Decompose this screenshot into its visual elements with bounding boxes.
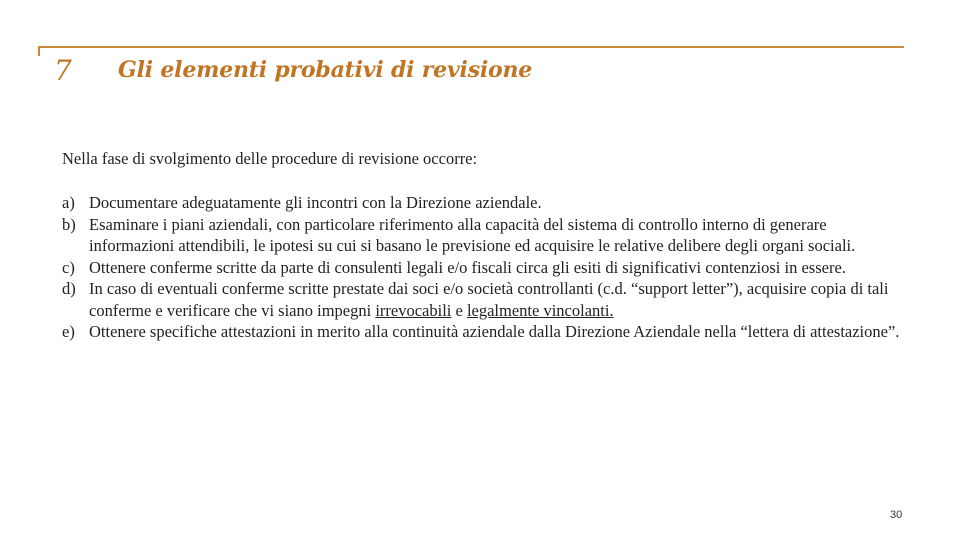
header-rule [38, 46, 904, 48]
slide-number: 7 [54, 54, 72, 87]
list-item-text-part: In caso di eventuali conferme scritte prestate dai soci e/o società controllanti (c.d. “support letter”), acquisire copia di tali conferme e verificare che vi siano impegni [89, 279, 889, 320]
list-marker: a) [62, 193, 75, 212]
list-item-text [89, 278, 902, 321]
list-marker: d) [62, 279, 76, 298]
intro-text: Nella fase di svolgimento delle procedure di revisione occorre: [62, 149, 478, 168]
list-item-text: Ottenere specifiche attestazioni in merito alla continuità aziendale dalla Direzione Aziendale nella “lettera di attestazione”. [89, 322, 900, 341]
list-marker: c) [62, 257, 75, 277]
list-item [62, 214, 902, 257]
list-item-text: Esaminare i piani aziendali, con particolare riferimento alla capacità del sistema di controllo interno di generare informazioni attendibili, le ipotesi su cui si basano le previsione ed acquisire le relative delibere degli organi sociali. [89, 214, 856, 255]
slide-title: Gli elementi probativi di revisione [118, 57, 533, 83]
header-rule-corner [38, 46, 40, 56]
list-item-text: Ottenere conferme scritte da parte di consulenti legali e/o fiscali circa gli esiti di significativi contenziosi in essere. [89, 257, 846, 277]
list-item-text-part: e [451, 300, 467, 320]
underlined-term-legalmente-vincolanti: legalmente vincolanti. [466, 300, 614, 320]
list-marker: b) [62, 214, 76, 234]
list-item [62, 192, 902, 214]
list-marker: e) [62, 322, 75, 341]
procedure-list [62, 192, 902, 343]
list-item [62, 321, 902, 343]
underlined-term-irrevocabili: irrevocabili [375, 300, 452, 320]
list-item [62, 278, 902, 321]
list-item-text: Documentare adeguatamente gli incontri con la Direzione aziendale. [89, 193, 542, 212]
page-number: 30 [890, 509, 903, 521]
list-item [62, 257, 902, 279]
